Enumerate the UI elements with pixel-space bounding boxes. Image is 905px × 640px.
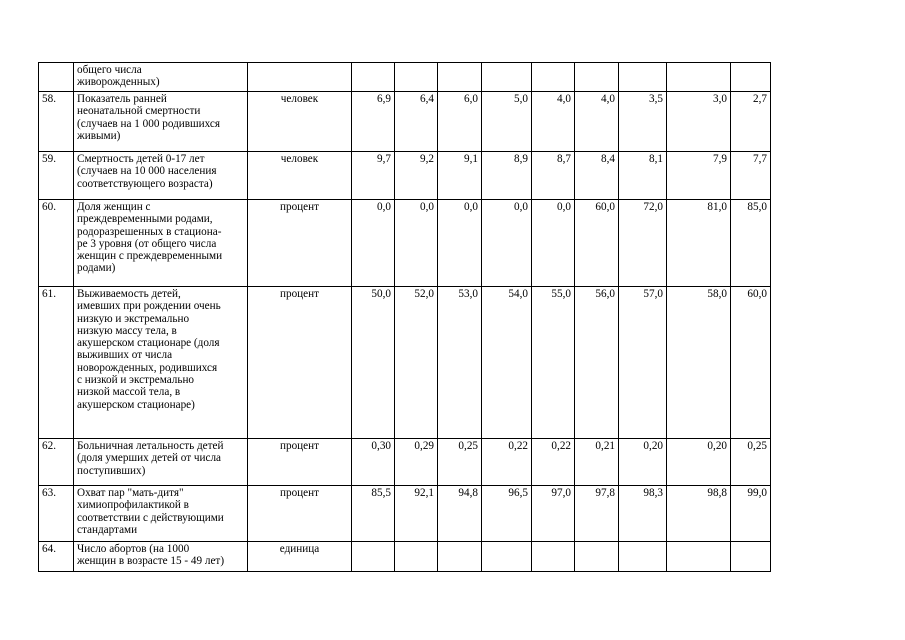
value-cell: 0,0 [395,200,438,287]
value-cell: 8,9 [482,152,532,200]
value-cell: 0,20 [667,439,731,486]
indicator-name: общего числа живорожденных) [74,63,248,92]
value-cell: 9,1 [438,152,482,200]
value-cell [575,542,619,572]
value-cell: 96,5 [482,486,532,542]
value-cell: 52,0 [395,287,438,439]
value-cell [438,63,482,92]
value-cell: 54,0 [482,287,532,439]
value-cell [352,63,395,92]
row-number: 63. [39,486,74,542]
indicator-name: Выживаемость детей, имевших при рождении очень низкую и экстремально низкую массу тела, в акушерском стационаре (доля выживших от числа новорожденных, родившихся с низкой и экстремально низкой массой тела, в акушерском стационаре) [74,287,248,439]
unit-cell: процент [248,439,352,486]
indicator-name: Число абортов (на 1000 женщин в возрасте 15 - 49 лет) [74,542,248,572]
value-cell: 3,0 [667,92,731,152]
unit-cell: процент [248,200,352,287]
value-cell: 8,7 [532,152,575,200]
row-number: 62. [39,439,74,486]
value-cell: 85,0 [731,200,771,287]
value-cell: 97,0 [532,486,575,542]
value-cell: 8,1 [619,152,667,200]
value-cell [619,542,667,572]
value-cell [532,542,575,572]
value-cell: 0,22 [482,439,532,486]
value-cell: 0,0 [482,200,532,287]
value-cell: 0,30 [352,439,395,486]
value-cell [619,63,667,92]
value-cell: 9,2 [395,152,438,200]
value-cell: 57,0 [619,287,667,439]
unit-cell: человек [248,92,352,152]
value-cell: 56,0 [575,287,619,439]
table-row [39,92,771,152]
row-number: 58. [39,92,74,152]
value-cell: 99,0 [731,486,771,542]
value-cell: 53,0 [438,287,482,439]
value-cell: 55,0 [532,287,575,439]
value-cell: 3,5 [619,92,667,152]
indicator-name: Больничная летальность детей (доля умерших детей от числа поступивших) [74,439,248,486]
value-cell: 0,22 [532,439,575,486]
row-number: 59. [39,152,74,200]
value-cell [532,63,575,92]
value-cell: 4,0 [575,92,619,152]
value-cell: 7,7 [731,152,771,200]
value-cell: 7,9 [667,152,731,200]
value-cell: 58,0 [667,287,731,439]
value-cell [352,542,395,572]
indicators-table [38,62,771,572]
value-cell: 92,1 [395,486,438,542]
value-cell: 0,25 [731,439,771,486]
table-row [39,486,771,542]
value-cell [667,63,731,92]
value-cell [482,63,532,92]
row-number: 60. [39,200,74,287]
value-cell: 98,8 [667,486,731,542]
unit-cell: процент [248,287,352,439]
table-row [39,152,771,200]
table-row [39,542,771,572]
value-cell: 0,29 [395,439,438,486]
value-cell [438,542,482,572]
row-number: 64. [39,542,74,572]
value-cell [395,63,438,92]
value-cell: 8,4 [575,152,619,200]
value-cell: 6,9 [352,92,395,152]
table-body [39,63,771,572]
table-row [39,439,771,486]
value-cell [575,63,619,92]
indicator-name: Показатель ранней неонатальной смертности (случаев на 1 000 родившихся живыми) [74,92,248,152]
value-cell: 5,0 [482,92,532,152]
table-row [39,287,771,439]
row-number [39,63,74,92]
value-cell: 0,0 [438,200,482,287]
value-cell: 60,0 [731,287,771,439]
value-cell: 6,4 [395,92,438,152]
value-cell: 81,0 [667,200,731,287]
value-cell [395,542,438,572]
value-cell: 0,21 [575,439,619,486]
indicator-name: Охват пар "мать-дитя" химиопрофилактикой в соответствии с действующими стандартами [74,486,248,542]
unit-cell [248,63,352,92]
value-cell [731,63,771,92]
value-cell: 98,3 [619,486,667,542]
value-cell: 6,0 [438,92,482,152]
unit-cell: единица [248,542,352,572]
table-row [39,63,771,92]
value-cell: 4,0 [532,92,575,152]
value-cell: 0,25 [438,439,482,486]
value-cell: 9,7 [352,152,395,200]
value-cell: 0,20 [619,439,667,486]
value-cell: 97,8 [575,486,619,542]
indicator-name: Смертность детей 0-17 лет (случаев на 10 000 населения соответствующего возраста) [74,152,248,200]
value-cell [667,542,731,572]
value-cell: 60,0 [575,200,619,287]
value-cell: 85,5 [352,486,395,542]
value-cell: 0,0 [352,200,395,287]
value-cell: 50,0 [352,287,395,439]
value-cell: 94,8 [438,486,482,542]
value-cell: 72,0 [619,200,667,287]
value-cell: 0,0 [532,200,575,287]
table-row [39,200,771,287]
row-number: 61. [39,287,74,439]
unit-cell: человек [248,152,352,200]
unit-cell: процент [248,486,352,542]
value-cell: 2,7 [731,92,771,152]
indicator-name: Доля женщин с преждевременными родами, родоразрешенных в стациона- ре 3 уровня (от общего числа женщин с преждевременными родами) [74,200,248,287]
value-cell [482,542,532,572]
value-cell [731,542,771,572]
